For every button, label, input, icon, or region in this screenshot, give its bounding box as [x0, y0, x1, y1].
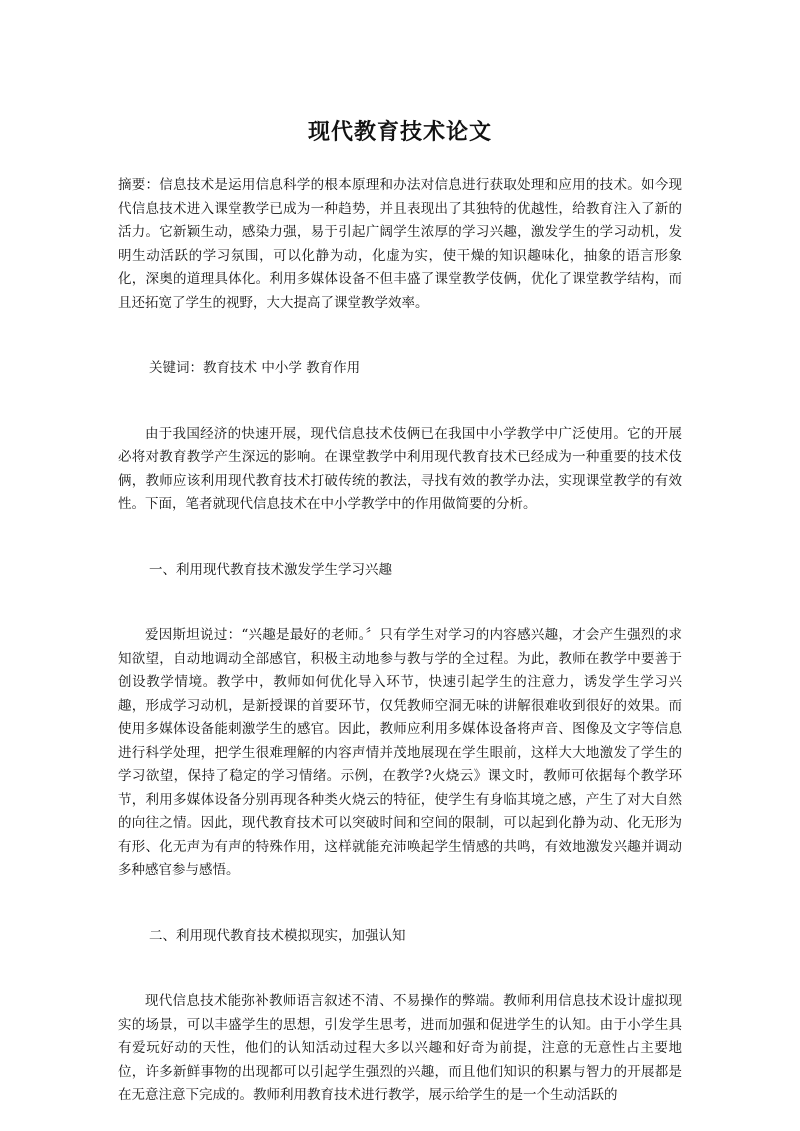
- spacer: [118, 582, 682, 624]
- abstract-paragraph: 摘要：信息技术是运用信息科学的根本原理和办法对信息进行获取处理和应用的技术。如今现代信息技术进入课堂教学已成为一种趋势，并且表现出了其独特的优越性，给教育注入了新的活力。它新颖生动，感染力强，易于引起广阔学生浓厚的学习兴趣，激发学生的学习动机，发明生动活跃的学习氛围，可以化静为动，化虚为实，使干燥的知识趣味化，抽象的语言形象化，深奥的道理具体化。利用多媒体设备不但丰盛了课堂教学伎俩，优化了课堂教学结构，而且还拓宽了学生的视野，大大提高了课堂教学效率。: [118, 177, 682, 311]
- spacer: [118, 883, 682, 925]
- spacer: [118, 948, 682, 990]
- spacer: [118, 517, 682, 559]
- section-1-heading: 一、利用现代教育技术激发学生学习兴趣: [149, 561, 393, 578]
- section-1-paragraph: 爱因斯坦说过：“兴趣是最好的老师。〞只有学生对学习的内容感兴趣，才会产生强烈的求知欲望，自动地调动全部感官，积极主动地参与教与学的全过程。为此，教师在教学中要善于创设教学情境。教学中，教师如何优化导入环节，快速引起学生的注意力，诱发学生学习兴趣，形成学习动机，是新授课的首要环节，仅凭教师空洞无味的讲解很难收到很好的效果。而使用多媒体设备能刺激学生的感官。因此，教师应利用多媒体设备将声音、图像及文字等信息进行科学处理，把学生很难理解的内容声情并茂地展现在学生眼前，这样大大地激发了学生的学习欲望，保持了稳定的学习情绪。示例，在教学?火烧云》课文时，教师可依据每个教学环节，利用多媒体设备分别再现各种类火烧云的特征，使学生有身临其境之感，产生了对大自然的向往之情。因此，现代教育技术可以突破时间和空间的限制，可以起到化静为动、化无形为有形、化无声为有声的特殊作用，这样就能充沛唤起学生情感的共鸣，有效地激发兴趣并调动多种感官参与感悟。: [118, 627, 682, 878]
- section-2-paragraph: 现代信息技术能弥补教师语言叙述不清、不易操作的弊端。教师利用信息技术设计虚拟现实的场景，可以丰盛学生的思想，引发学生思考，进而加强和促进学生的认知。由于小学生具有爱玩好动的天性，他们的认知活动过程大多以兴趣和好奇为前提，注意的无意性占主要地位，许多新鲜事物的出现都可以引起学生强烈的兴趣，而且他们知识的积累与智力的开展都是在无意注意下完成的。教师利用教育技术进行教学，展示给学生的是一个生动活跃的: [118, 993, 682, 1103]
- document-title: 现代教育技术论文: [307, 120, 492, 145]
- keywords-line: 关键词：教育技术 中小学 教育作用: [149, 360, 361, 376]
- section-2-heading: 二、利用现代教育技术模拟现实，加强认知: [149, 927, 406, 944]
- spacer: [118, 381, 682, 423]
- intro-paragraph: 由于我国经济的快速开展，现代信息技术伎俩已在我国中小学教学中广泛使用。它的开展必将对教育教学产生深远的影响。在课堂教学中利用现代教育技术已经成为一种重要的技术伎俩，教师应该利用现代教育技术打破传统的教法，寻找有效的教学办法，实现课堂教学的有效性。下面，笔者就现代信息技术在中小学教学中的作用做简要的分析。: [118, 425, 682, 512]
- document-content: [118, 118, 682, 1108]
- spacer: [118, 315, 682, 357]
